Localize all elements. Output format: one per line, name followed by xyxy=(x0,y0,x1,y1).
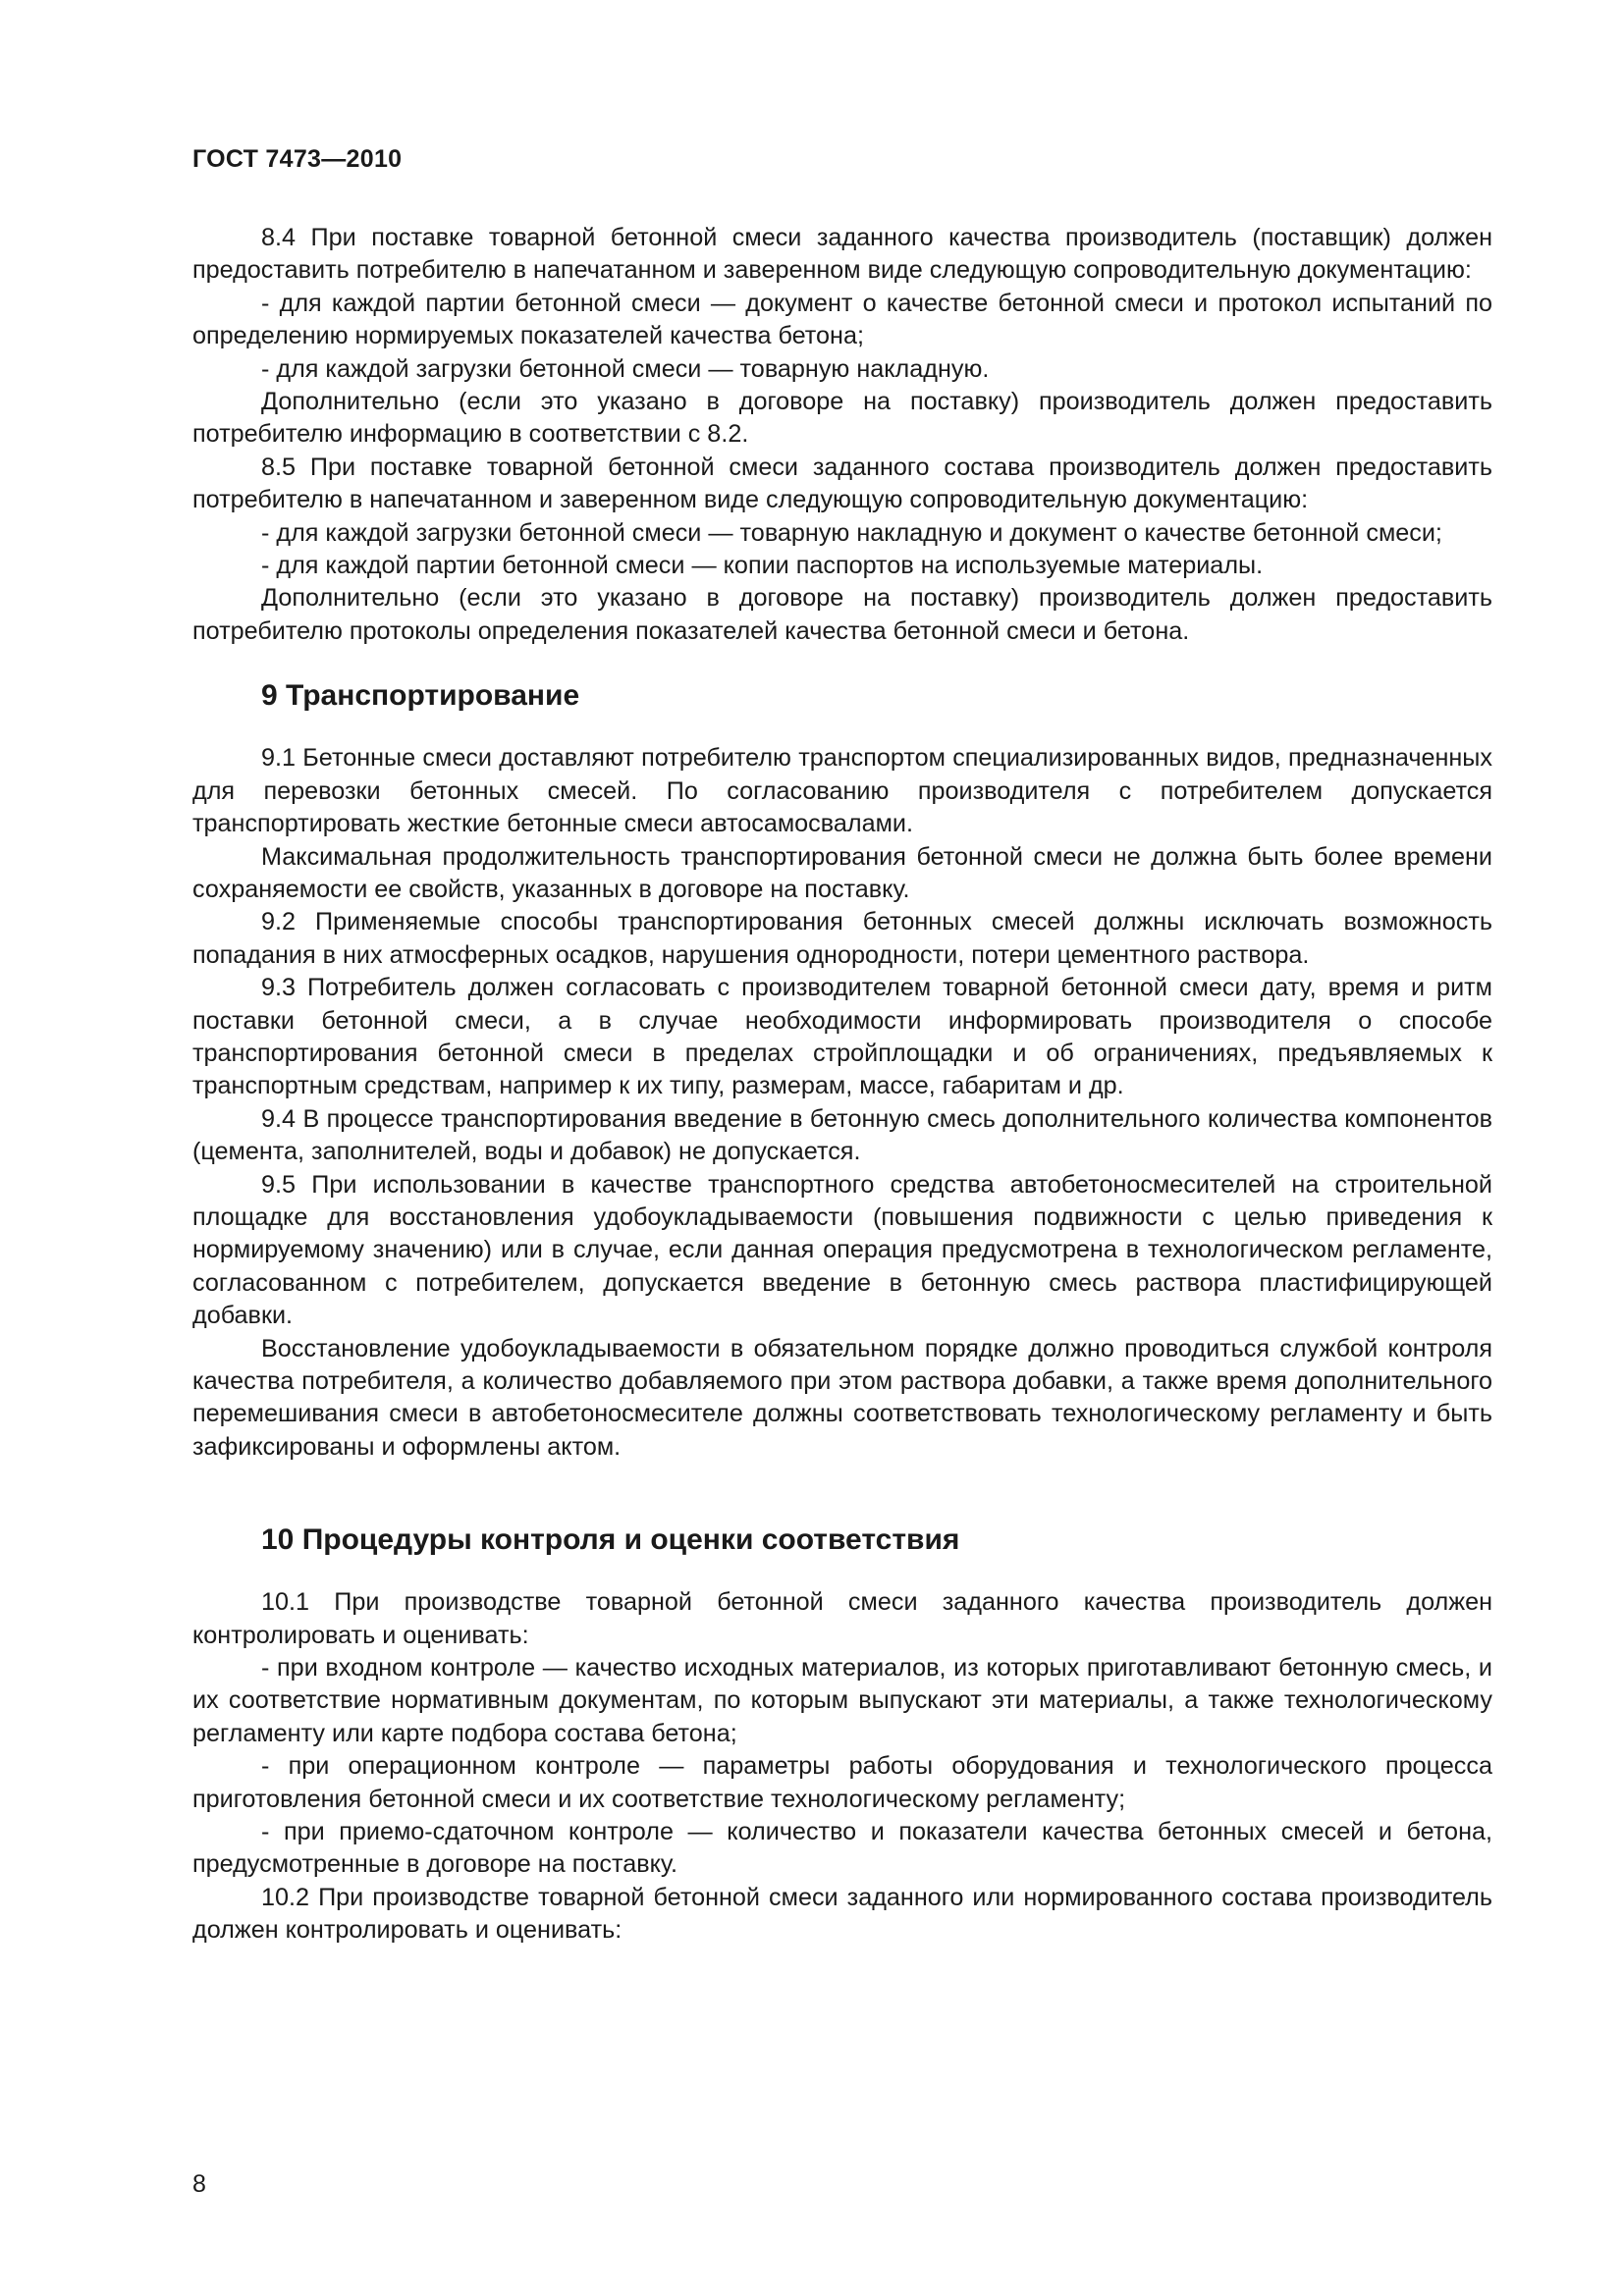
paragraph-10-2: 10.2 При производстве товарной бетонной смеси заданного или нормированного состава производитель должен контролировать и оценивать: xyxy=(192,1883,1492,1945)
paragraph-8-4-extra: Дополнительно (если это указано в договоре на поставку) производитель должен предоставить потребителю информацию в соответствии с 8.2. xyxy=(192,388,1492,449)
section-10-heading: 10 Процедуры контроля и оценки соответствия xyxy=(261,1523,960,1557)
list-item-8-5-1: - для каждой загрузки бетонной смеси — товарную накладную и документ о качестве бетонной смеси; xyxy=(261,518,1442,547)
paragraph-9-1-extra: Максимальная продолжительность транспортирования бетонной смеси не должна быть более времени сохраняемости ее свойств, указанных в договоре на поставку. xyxy=(192,842,1492,903)
paragraph-10-1: 10.1 При производстве товарной бетонной смеси заданного качества производитель должен контролировать и оценивать: xyxy=(192,1588,1492,1649)
paragraph-9-3: 9.3 Потребитель должен согласовать с производителем товарной бетонной смеси дату, время и ритм поставки бетонной смеси, а в случае необходимости информировать производителя о способе транспортирования бетонной смеси в пределах стройплощадки и об ограничениях, предъявляемых к транспортным средствам, например к их типу, размерам, массе, габаритам и др. xyxy=(192,974,1492,1100)
paragraph-9-2: 9.2 Применяемые способы транспортирования бетонных смесей должны исключать возможность попадания в них атмосферных осадков, нарушения однородности, потери цементного раствора. xyxy=(192,908,1492,969)
section-9-heading: 9 Транспортирование xyxy=(261,679,580,713)
document-body xyxy=(192,222,1492,1948)
paragraph-9-5: 9.5 При использовании в качестве транспортного средства автобетоносмесителей на строительной площадке для восстановления удобоукладываемости (повышения подвижности с целью приведения к нормируемому значению) или в случае, если данная операция предусмотрена в технологическом регламенте, согласованном с потребителем, допускается введение в бетонную смесь раствора пластифицирующей добавки. xyxy=(192,1170,1492,1330)
paragraph-8-5: 8.5 При поставке товарной бетонной смеси заданного состава производитель должен предоставить потребителю в напечатанном и заверенном виде следующую сопроводительную документацию: xyxy=(192,453,1492,514)
list-item-10-1-2: - при операционном контроле — параметры работы оборудования и технологического процесса приготовления бетонной смеси и их соответствие технологическому регламенту; xyxy=(192,1752,1492,1813)
list-item-8-4-2: - для каждой загрузки бетонной смеси — товарную накладную. xyxy=(261,354,990,383)
paragraph-9-5-extra: Восстановление удобоукладываемости в обязательном порядке должно проводиться службой контроля качества потребителя, а количество добавляемого при этом раствора добавки, а также время дополнительного перемешивания смеси в автобетоносмесителе должны соответствовать технологическому регламенту и быть зафиксированы и оформлены актом. xyxy=(192,1334,1492,1461)
page-number: 8 xyxy=(192,2170,206,2198)
paragraph-9-4: 9.4 В процессе транспортирования введение в бетонную смесь дополнительного количества компонентов (цемента, заполнителей, воды и добавок) не допускается. xyxy=(192,1104,1492,1166)
paragraph-9-1: 9.1 Бетонные смеси доставляют потребителю транспортом специализированных видов, предназначенных для перевозки бетонных смесей. По согласованию производителя с потребителем допускается транспортировать жесткие бетонные смеси автосамосвалами. xyxy=(192,744,1492,838)
list-item-10-1-1: - при входном контроле — качество исходных материалов, из которых приготавливают бетонную смесь, и их соответствие нормативным документам, по которым выпускают эти материалы, а также технологическому регламенту или карте подбора состава бетона; xyxy=(192,1654,1492,1747)
list-item-8-4-1: - для каждой партии бетонной смеси — документ о качестве бетонной смеси и протокол испытаний по определению нормируемых показателей качества бетона; xyxy=(192,289,1492,350)
paragraph-8-4: 8.4 При поставке товарной бетонной смеси заданного качества производитель (поставщик) должен предоставить потребителю в напечатанном и заверенном виде следующую сопроводительную документацию: xyxy=(192,224,1492,285)
list-item-8-5-2: - для каждой партии бетонной смеси — копии паспортов на используемые материалы. xyxy=(261,552,1264,580)
paragraph-8-5-extra: Дополнительно (если это указано в договоре на поставку) производитель должен предоставить потребителю протоколы определения показателей качества бетонной смеси и бетона. xyxy=(192,584,1492,645)
list-item-10-1-3: - при приемо-сдаточном контроле — количество и показатели качества бетонных смесей и бетона, предусмотренные в договоре на поставку. xyxy=(192,1818,1492,1879)
document-header: ГОСТ 7473—2010 xyxy=(192,145,403,173)
